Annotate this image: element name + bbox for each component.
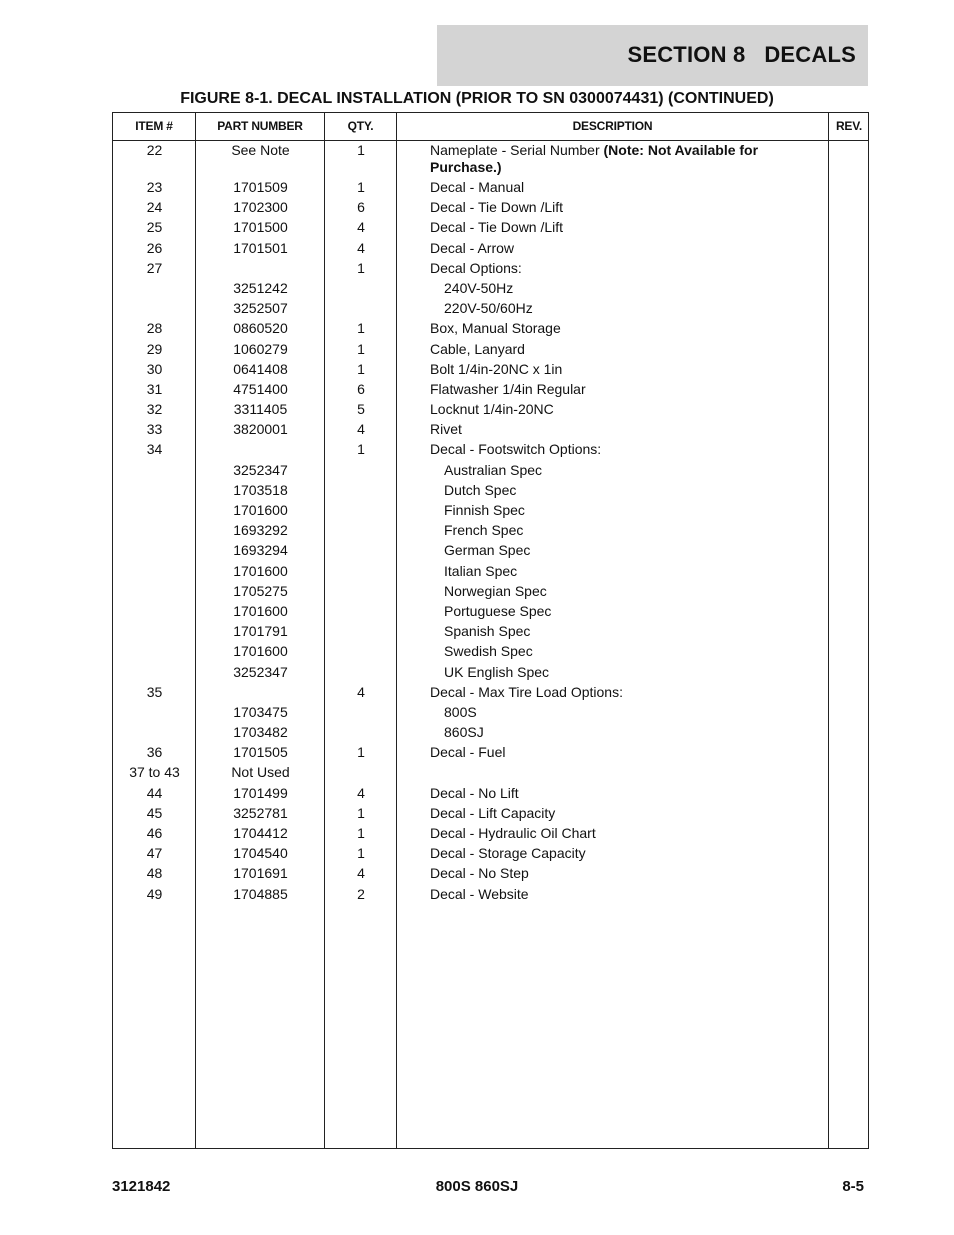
item-cell: 28 [146, 320, 163, 337]
footer-doc-number: 3121842 [112, 1178, 171, 1195]
table-row [113, 440, 868, 460]
table-row [113, 141, 868, 178]
part-number-cell: 1705275 [233, 582, 288, 599]
part-number-cell: 1060279 [233, 340, 288, 357]
part-number-cell: 1704412 [233, 825, 288, 841]
description-cell: Cable, Lanyard [430, 340, 525, 357]
item-cell: 27 [146, 259, 163, 276]
description-cell: Box, Manual Storage [430, 320, 561, 337]
description-cell: Flatwasher 1/4in Regular [430, 380, 586, 397]
qty-cell: 4 [357, 784, 365, 801]
qty-cell: 4 [357, 865, 365, 882]
qty-cell: 5 [357, 401, 365, 418]
table-row [113, 763, 868, 783]
qty-cell: 1 [357, 179, 365, 195]
table-row [113, 218, 868, 238]
description-cell: Decal - Hydraulic Oil Chart [430, 825, 596, 841]
description-cell: Decal - Website [430, 885, 529, 902]
table-body [113, 141, 868, 905]
table-row [113, 360, 868, 380]
column-header-item: ITEM # [135, 119, 173, 133]
description-cell: Decal - Fuel [430, 744, 506, 761]
footer-model: 800S 860SJ [435, 1178, 519, 1195]
part-number-cell: 0641408 [233, 360, 288, 377]
qty-cell: 1 [357, 259, 365, 276]
table-row [113, 299, 868, 319]
part-number-cell: 1701791 [233, 623, 288, 640]
part-number-cell: 3251242 [233, 279, 288, 296]
table-row [113, 723, 868, 743]
item-cell: 37 to 43 [129, 764, 180, 781]
part-number-cell: 1701600 [233, 643, 288, 660]
part-number-cell: 1693294 [233, 542, 288, 559]
qty-cell: 1 [357, 825, 365, 841]
qty-cell: 1 [357, 804, 365, 821]
part-number-cell: 1704540 [233, 845, 288, 862]
qty-cell: 1 [357, 360, 365, 377]
table-row [113, 864, 868, 884]
description-cell: Decal - No Step [430, 865, 529, 882]
table-row [113, 279, 868, 299]
table-row [113, 541, 868, 561]
table-row [113, 461, 868, 481]
table-row [113, 239, 868, 259]
description-cell: 800S [444, 703, 477, 720]
item-cell: 33 [146, 421, 163, 438]
item-cell: 26 [146, 239, 163, 256]
part-number-cell: 1701501 [233, 239, 288, 256]
description-cell: 240V-50Hz [444, 279, 514, 296]
description-cell: Decal - No Lift [430, 784, 519, 801]
description-cell: Decal - Lift Capacity [430, 804, 556, 821]
description-cell: Portuguese Spec [444, 602, 552, 619]
table-row [113, 501, 868, 521]
column-header-qty: QTY. [347, 119, 374, 133]
qty-cell: 1 [357, 845, 365, 862]
qty-cell: 4 [357, 683, 365, 700]
description-cell: Decal - Manual [430, 179, 525, 195]
table-row [113, 683, 868, 703]
part-number-cell: 1701600 [233, 562, 288, 579]
part-number-cell: 1701600 [233, 602, 288, 619]
description-cell: 860SJ [444, 724, 484, 741]
column-header-part-number: PART NUMBER [217, 119, 303, 133]
table-row [113, 703, 868, 723]
section-header-tab [437, 25, 868, 86]
description-cell: Norwegian Spec [444, 582, 547, 599]
figure-title: FIGURE 8-1. DECAL INSTALLATION (PRIOR TO SN 0300074431) (CONTINUED) [180, 90, 774, 107]
item-cell: 47 [146, 845, 163, 862]
item-cell: 23 [146, 179, 163, 195]
table-row [113, 663, 868, 683]
table-row [113, 602, 868, 622]
table-row [113, 844, 868, 864]
item-cell: 49 [146, 885, 163, 902]
description-cell: UK English Spec [444, 663, 550, 680]
qty-cell: 2 [357, 885, 365, 902]
item-cell: 45 [146, 804, 163, 821]
description-cell: Decal - Tie Down /Lift [430, 199, 564, 216]
description-cell: Finnish Spec [444, 502, 525, 518]
part-number-cell: 1701505 [233, 744, 288, 761]
qty-cell: 6 [357, 380, 365, 397]
part-number-cell: 3252347 [233, 461, 288, 478]
part-number-cell: 4751400 [233, 380, 288, 397]
item-cell: 46 [146, 825, 163, 841]
part-number-cell: 1704885 [233, 885, 288, 902]
item-cell: 25 [146, 219, 163, 236]
item-cell: 29 [146, 340, 163, 357]
part-number-cell: See Note [231, 142, 290, 158]
item-cell: 48 [146, 865, 163, 882]
part-number-cell: 3252507 [233, 300, 288, 317]
part-number-cell: 0860520 [233, 320, 288, 337]
section-title: SECTION 8 DECALS [627, 42, 856, 67]
part-number-cell: 3252347 [233, 663, 288, 680]
item-cell: 22 [146, 142, 163, 158]
description-cell: Decal - Max Tire Load Options: [430, 683, 623, 700]
table-row [113, 481, 868, 501]
part-number-cell: 1701499 [233, 784, 288, 801]
description-cell: Decal - Footswitch Options: [430, 441, 602, 458]
description-cell: Locknut 1/4in-20NC [430, 401, 554, 418]
table-row [113, 380, 868, 400]
description-cell: Decal - Arrow [430, 239, 515, 256]
qty-cell: 1 [357, 320, 365, 337]
description-cell: Decal - Tie Down /Lift [430, 219, 564, 236]
table-row [113, 582, 868, 602]
table-row [113, 824, 868, 844]
parts-table [112, 112, 869, 1149]
part-number-cell: 1702300 [233, 199, 288, 216]
part-number-cell: Not Used [231, 764, 290, 781]
part-number-cell: 1703518 [233, 481, 288, 498]
part-number-cell: 1701509 [233, 179, 288, 195]
part-number-cell: 3311405 [233, 401, 288, 418]
column-header-description: DESCRIPTION [572, 119, 653, 133]
description-cell: Decal Options: [430, 259, 522, 276]
table-row [113, 259, 868, 279]
description-cell: Nameplate - Serial Number (Note: Not Available for Purchase.) [430, 142, 759, 175]
part-number-cell: 3820001 [233, 421, 288, 438]
table-row [113, 562, 868, 582]
description-cell: Decal - Storage Capacity [430, 845, 586, 862]
item-cell: 44 [146, 784, 163, 801]
description-cell: French Spec [444, 522, 524, 539]
item-cell: 36 [146, 744, 163, 761]
table-row [113, 743, 868, 763]
table-row [113, 521, 868, 541]
description-cell: Dutch Spec [444, 481, 517, 498]
table-row [113, 178, 868, 198]
description-cell: Italian Spec [444, 562, 518, 579]
item-cell: 34 [146, 441, 163, 458]
qty-cell: 1 [357, 340, 365, 357]
description-note: (Note: Not Available for Purchase.) [430, 142, 759, 175]
table-row [113, 622, 868, 642]
part-number-cell: 1701691 [233, 865, 288, 882]
part-number-cell: 1703475 [233, 703, 288, 720]
table-row [113, 784, 868, 804]
table-row [113, 340, 868, 360]
part-number-cell: 1701500 [233, 219, 288, 236]
description-cell: German Spec [444, 542, 531, 559]
description-cell: Bolt 1/4in-20NC x 1in [430, 360, 563, 377]
qty-cell: 4 [357, 239, 365, 256]
table-row [113, 420, 868, 440]
qty-cell: 6 [357, 199, 365, 216]
table-row [113, 804, 868, 824]
description-cell: Rivet [430, 421, 462, 438]
item-cell: 32 [146, 401, 163, 418]
description-cell: Spanish Spec [444, 623, 531, 640]
description-cell: Swedish Spec [444, 643, 533, 660]
table-row [113, 400, 868, 420]
part-number-cell: 1701600 [233, 502, 288, 518]
qty-cell: 4 [357, 219, 365, 236]
table-row [113, 198, 868, 218]
footer-page-number: 8-5 [842, 1178, 864, 1195]
column-header-rev: REV. [835, 119, 863, 133]
item-cell: 24 [146, 199, 163, 216]
description-cell: 220V-50/60Hz [444, 300, 533, 317]
part-number-cell: 3252781 [233, 804, 288, 821]
table-row [113, 319, 868, 339]
part-number-cell: 1693292 [233, 522, 288, 539]
table-row [113, 885, 868, 905]
item-cell: 31 [146, 380, 163, 397]
part-number-cell: 1703482 [233, 724, 288, 741]
description-cell: Australian Spec [444, 461, 543, 478]
qty-cell: 1 [357, 441, 365, 458]
qty-cell: 1 [357, 142, 365, 158]
item-cell: 30 [146, 360, 163, 377]
item-cell: 35 [146, 683, 163, 700]
qty-cell: 4 [357, 421, 365, 438]
table-row [113, 642, 868, 662]
qty-cell: 1 [357, 744, 365, 761]
